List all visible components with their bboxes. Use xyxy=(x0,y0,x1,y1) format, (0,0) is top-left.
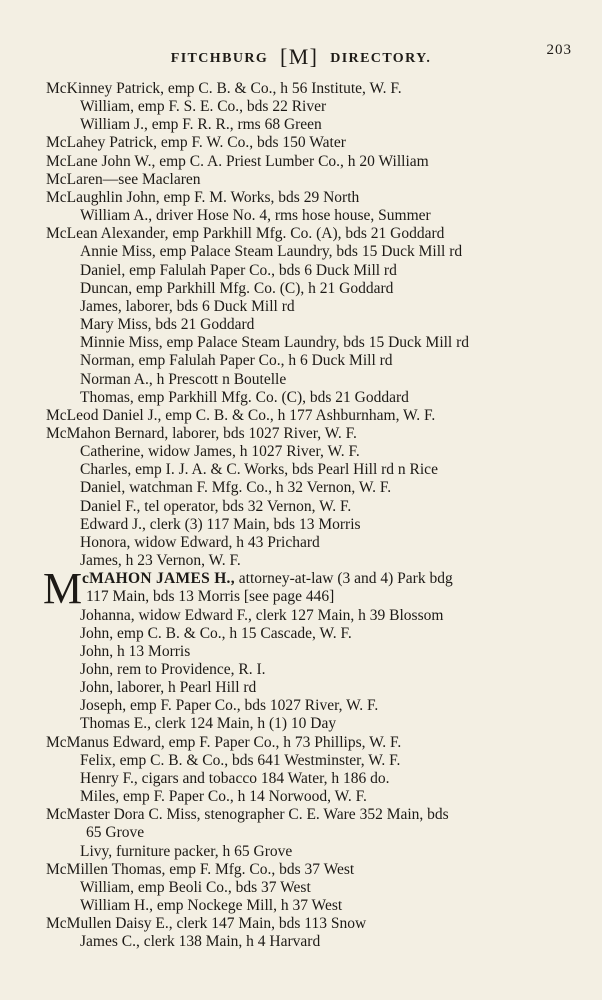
directory-entry-line: Daniel F., tel operator, bds 32 Vernon, W. F. xyxy=(80,497,352,515)
directory-entries xyxy=(0,80,602,951)
directory-entry-line: Henry F., cigars and tobacco 184 Water, h 186 do. xyxy=(80,769,390,787)
directory-entry-line: McLean Alexander, emp Parkhill Mfg. Co. (A), bds 21 Goddard xyxy=(46,225,445,243)
directory-entry-line: Johanna, widow Edward F., clerk 127 Main, h 39 Blossom xyxy=(80,606,444,624)
directory-entry-line: Mary Miss, bds 21 Goddard xyxy=(80,316,255,334)
directory-entry-line: Norman A., h Prescott n Boutelle xyxy=(80,370,287,388)
directory-entry-line: William J., emp F. R. R., rms 68 Green xyxy=(80,116,322,134)
directory-entry-line: McLane John W., emp C. A. Priest Lumber Co., h 20 William xyxy=(46,152,429,170)
entry-block-1 xyxy=(0,80,602,570)
directory-entry-line: John, rem to Providence, R. I. xyxy=(80,660,266,678)
directory-entry-line: William, emp Beoli Co., bds 37 West xyxy=(80,878,311,896)
directory-entry-line: Felix, emp C. B. & Co., bds 641 Westminster, W. F. xyxy=(80,751,401,769)
running-title-left: FITCHBURG xyxy=(170,51,269,66)
directory-entry-line: Charles, emp I. J. A. & C. Works, bds Pearl Hill rd n Rice xyxy=(80,461,438,479)
directory-entry-line: Catherine, widow James, h 1027 River, W. F. xyxy=(80,443,360,461)
directory-entry-line: Norman, emp Falulah Paper Co., h 6 Duck Mill rd xyxy=(80,352,393,370)
directory-entry-line: McLaren—see Maclaren xyxy=(46,170,201,188)
directory-entry-line: Miles, emp F. Paper Co., h 14 Norwood, W. F. xyxy=(80,788,367,806)
directory-entry-line: McMullen Daisy E., clerk 147 Main, bds 113 Snow xyxy=(46,915,367,933)
directory-entry-line: William H., emp Nockege Mill, h 37 West xyxy=(80,897,343,915)
directory-entry-line: McMaster Dora C. Miss, stenographer C. E. Ware 352 Main, bds xyxy=(46,806,449,824)
directory-entry-line: James C., clerk 138 Main, h 4 Harvard xyxy=(80,933,321,951)
directory-entry-line: Duncan, emp Parkhill Mfg. Co. (C), h 21 Goddard xyxy=(80,279,394,297)
directory-entry-line: Thomas E., clerk 124 Main, h (1) 10 Day xyxy=(80,715,337,733)
featured-entry xyxy=(0,564,602,614)
featured-line-1-rest: attorney-at-law (3 and 4) Park bdg xyxy=(234,570,453,588)
directory-entry-line: Edward J., clerk (3) 117 Main, bds 13 Morris xyxy=(80,515,361,533)
running-title: FITCHBURG [M] DIRECTORY. xyxy=(170,44,432,69)
directory-entry-line: Daniel, emp Falulah Paper Co., bds 6 Duck Mill rd xyxy=(80,261,397,279)
directory-entry-line: William A., driver Hose No. 4, rms hose house, Summer xyxy=(80,207,431,225)
directory-entry-line: Thomas, emp Parkhill Mfg. Co. (C), bds 21 Goddard xyxy=(80,388,409,406)
directory-entry-line: McKinney Patrick, emp C. B. & Co., h 56 Institute, W. F. xyxy=(46,80,402,97)
running-title-right: DIRECTORY. xyxy=(330,51,432,66)
directory-entry-line: McMahon Bernard, laborer, bds 1027 River, W. F. xyxy=(46,424,357,442)
directory-entry-line: James, h 23 Vernon, W. F. xyxy=(80,552,241,570)
directory-entry-line: John, laborer, h Pearl Hill rd xyxy=(80,679,257,697)
featured-initial: M xyxy=(43,564,83,614)
directory-entry-line: McLahey Patrick, emp F. W. Co., bds 150 Water xyxy=(46,134,346,152)
directory-entry-line: Honora, widow Edward, h 43 Prichard xyxy=(80,533,320,551)
page-number: 203 xyxy=(546,42,572,58)
page-header xyxy=(0,42,602,68)
featured-line-1 xyxy=(82,570,453,588)
directory-entry-line: Joseph, emp F. Paper Co., bds 1027 River, W. F. xyxy=(80,697,379,715)
featured-name: cMAHON JAMES H., xyxy=(82,570,235,588)
directory-entry-line: Livy, furniture packer, h 65 Grove xyxy=(80,842,293,860)
directory-entry-line: John, emp C. B. & Co., h 15 Cascade, W. F. xyxy=(80,624,352,642)
directory-entry-line: Daniel, watchman F. Mfg. Co., h 32 Vernon, W. F. xyxy=(80,479,392,497)
featured-line-2: 117 Main, bds 13 Morris [see page 446] xyxy=(86,588,335,606)
directory-entry-line: James, laborer, bds 6 Duck Mill rd xyxy=(80,297,295,315)
directory-entry-line: McLeod Daniel J., emp C. B. & Co., h 177 Ashburnham, W. F. xyxy=(46,406,436,424)
directory-entry-line: 65 Grove xyxy=(86,824,145,842)
directory-entry-line: Minnie Miss, emp Palace Steam Laundry, bds 15 Duck Mill rd xyxy=(80,334,470,352)
directory-entry-line: McMillen Thomas, emp F. Mfg. Co., bds 37 West xyxy=(46,860,355,878)
directory-entry-line: John, h 13 Morris xyxy=(80,642,191,660)
directory-entry-line: William, emp F. S. E. Co., bds 22 River xyxy=(80,98,327,116)
directory-entry-line: McManus Edward, emp F. Paper Co., h 73 Phillips, W. F. xyxy=(46,733,402,751)
running-title-letter: M xyxy=(288,44,310,69)
directory-entry-line: Annie Miss, emp Palace Steam Laundry, bds 15 Duck Mill rd xyxy=(80,243,463,261)
directory-entry-line: McLaughlin John, emp F. M. Works, bds 29 North xyxy=(46,188,360,206)
entry-block-2 xyxy=(0,607,602,952)
